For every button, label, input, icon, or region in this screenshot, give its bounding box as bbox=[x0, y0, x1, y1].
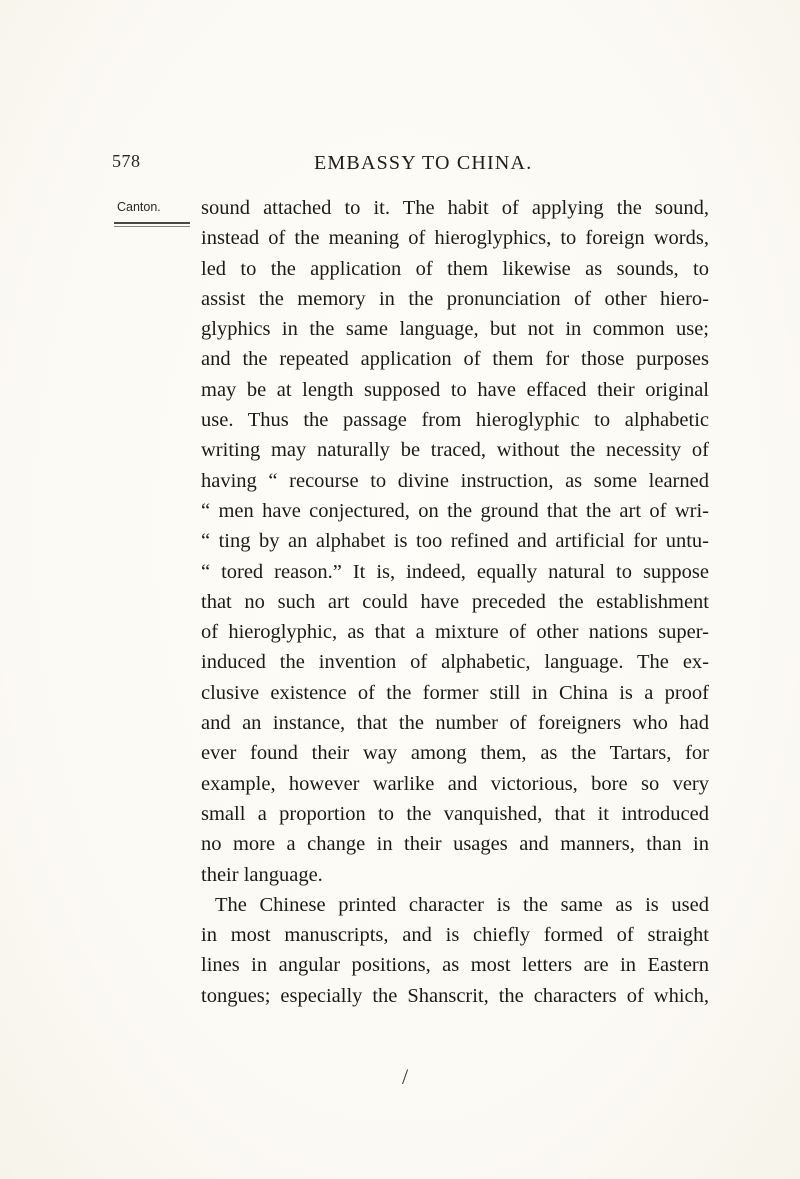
text-line: “ tored reason.” It is, indeed, equally natural to suppose bbox=[201, 560, 709, 583]
text-line: assist the memory in the pronunciation of other hiero- bbox=[201, 287, 709, 310]
margin-rule bbox=[114, 222, 190, 224]
text-line: sound attached to it. The habit of applying the sound, bbox=[201, 197, 709, 219]
page-number: 578 bbox=[112, 151, 141, 171]
text-line: ever found their way among them, as the Tartars, for bbox=[201, 742, 709, 765]
text-line: in most manuscripts, and is chiefly formed of straight bbox=[201, 924, 709, 947]
text-line: tongues; especially the Shanscrit, the characters of which, bbox=[201, 984, 709, 1007]
text-line: example, however warlike and victorious, bore so very bbox=[201, 772, 709, 795]
text-line: and the repeated application of them for those purposes bbox=[201, 348, 709, 371]
text-line: use. Thus the passage from hieroglyphic to alphabetic bbox=[201, 409, 709, 432]
text-line: instead of the meaning of hieroglyphics, to foreign words, bbox=[201, 227, 709, 250]
text-line: that no such art could have preceded the establishment bbox=[201, 590, 709, 613]
text-line: having “ recourse to divine instruction, as some learned bbox=[201, 469, 709, 492]
stray-pen-mark: / bbox=[402, 1064, 409, 1089]
text-line: glyphics in the same language, but not in common use; bbox=[201, 318, 709, 341]
text-line: induced the invention of alphabetic, language. The ex- bbox=[201, 651, 709, 674]
text-line: of hieroglyphic, as that a mixture of other nations super- bbox=[201, 621, 709, 644]
text-line: lines in angular positions, as most letters are in Eastern bbox=[201, 954, 709, 977]
text-line: “ men have conjectured, on the ground that the art of wri- bbox=[201, 499, 709, 522]
text-line: small a proportion to the vanquished, that it introduced bbox=[201, 802, 709, 825]
text-line: led to the application of them likewise as sounds, to bbox=[201, 257, 709, 280]
body-text bbox=[201, 193, 709, 1011]
text-line: “ ting by an alphabet is too refined and artificial for untu- bbox=[201, 530, 709, 553]
text-line: and an instance, that the number of foreigners who had bbox=[201, 712, 709, 735]
margin-rule-thin bbox=[114, 226, 190, 227]
paragraph-start-line: The Chinese printed character is the same as is used bbox=[215, 893, 709, 916]
text-line: no more a change in their usages and manners, than in bbox=[201, 833, 709, 856]
text-line: may be at length supposed to have effaced their original bbox=[201, 378, 709, 401]
running-title: EMBASSY TO CHINA. bbox=[314, 152, 533, 174]
margin-note: Canton. bbox=[117, 200, 161, 214]
text-line: their language. bbox=[201, 863, 323, 886]
text-line: clusive existence of the former still in China is a proof bbox=[201, 681, 709, 704]
text-line: writing may naturally be traced, without the necessity of bbox=[201, 439, 709, 462]
